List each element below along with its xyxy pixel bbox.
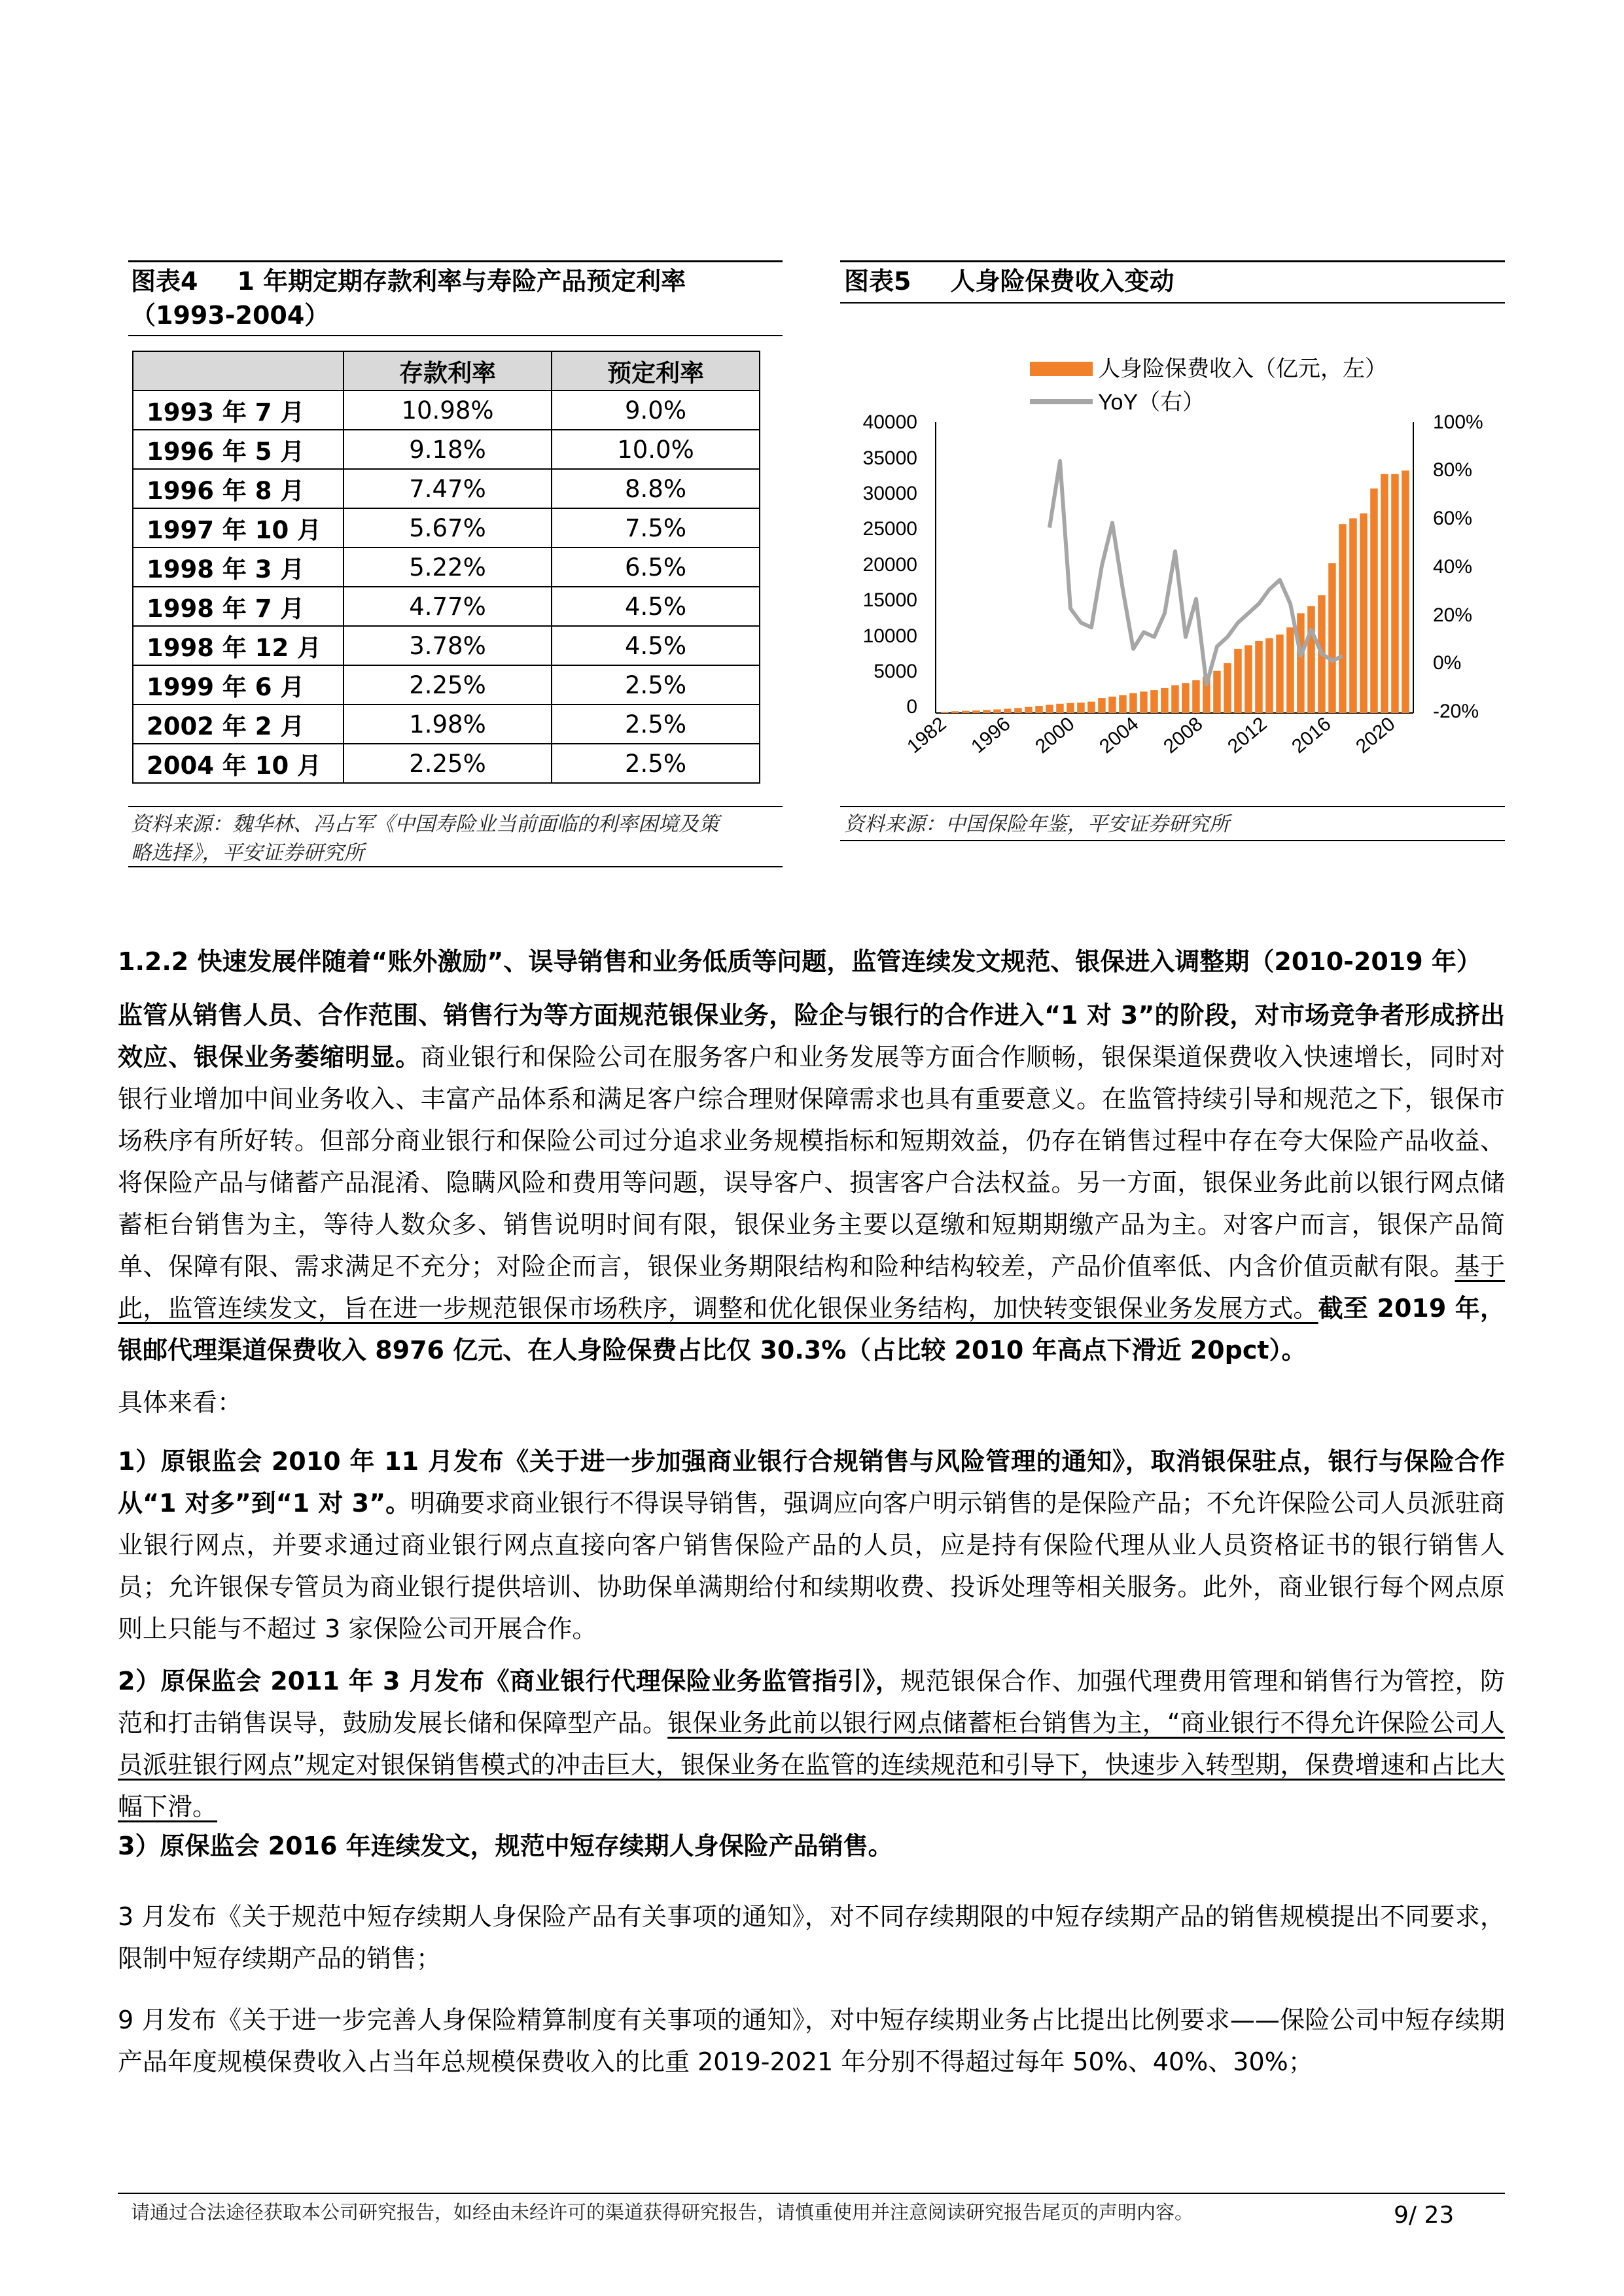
premium-bar [1025,707,1033,713]
deposit-rate: 4.77% [344,587,552,626]
page-number: 9/ 23 [1394,2202,1455,2229]
premium-bar [1150,690,1158,713]
pricing-rate: 2.5% [552,665,760,704]
table-row [133,469,760,508]
premium-bar [1077,703,1085,713]
fig5-source-rule [840,806,1505,807]
premium-bar [1004,709,1012,714]
p4-bold: 2）原保监会 2011 年 3 月发布《商业银行代理保险业务监管指引》， [118,1667,901,1696]
premium-bar [1286,627,1294,713]
table-row [133,587,760,626]
legend-bar-label: 人身险保费收入（亿元，左） [1098,357,1387,381]
premium-bar [1140,691,1148,713]
paragraph-2: 具体来看： [118,1388,243,1417]
x-tick: 2012 [1224,713,1271,758]
fig4-title [131,264,779,332]
premium-bar [1244,645,1252,713]
x-tick: 2004 [1095,713,1143,758]
paragraph-6: 3 月发布《关于规范中短存续期人身保险产品有关事项的通知》，对不同存续期限的中短存续期产品的销售规模提出不同要求，限制中短存续期产品的销售； [118,1902,1505,1973]
row-date: 1997 年 10 月 [133,508,344,548]
legend-line-label: YoY（右） [1098,390,1205,415]
deposit-rate: 3.78% [344,626,552,665]
row-date: 1998 年 7 月 [133,587,344,626]
legend-bar-swatch [1030,362,1093,376]
premium-bar [1056,704,1064,713]
premium-bar [1192,680,1200,713]
x-tick-labels [903,713,1399,757]
premium-bar [1391,474,1399,713]
row-date: 2004 年 10 月 [133,744,344,783]
p1-text: 商业银行和保险公司在服务客户和业务发展等方面合作顺畅，银保渠道保费收入快速增长，同时对银行业增加中间业务收入、丰富产品体系和满足客户综合理财保障需求也具有重要意义。在监管持续引导和规范之下，银保市场秩序有所好转。但部分商业银行和保险公司过分追求业务规模指标和短期效益，仍存在销售过程中存在夸大保险产品收益、将保险产品与储蓄产品混淆、隐瞒风险和费用等问题，误导客户、损害客户合法权益。另一方面，银保业务此前以银行网点储蓄柜台销售为主，等待人数众多、销售说明时间有限，银保业务主要以趸缴和短期期缴产品为主。对客户而言，银保产品简单、保障有限、需求满足不充分；对险企而言，银保业务期限结构和险种结构较差，产品价值率低、内含价值贡献有限。 [118,1043,1505,1281]
table-row [133,626,760,665]
premium-bar [1213,671,1221,713]
table-row [133,744,760,783]
fig4-bottom-rule [128,866,783,867]
fig5-title-text: 人身险保费收入变动 [950,267,1174,296]
p1-bold-2: 截至 2019 年，银邮代理渠道保费收入 8976 亿元、在人身险保费占比仅 30.3%（占比较 2010 年高点下滑近 20pct）。 [118,1294,1505,1365]
pricing-rate: 7.5% [552,508,760,548]
row-date: 1996 年 5 月 [133,430,344,469]
p4-underline: 银保业务此前以银行网点储蓄柜台销售为主，“商业银行不得允许保险公司人员派驻银行网点”规定对银保销售模式的冲击巨大，银保业务在监管的连续规范和引导下，快速步入转型期，保费增速和占比大幅下滑。 [118,1709,1505,1821]
fig4-title-years: （1993-2004） [131,301,330,330]
premium-bar [983,710,991,713]
rates-table [132,351,760,784]
paragraph-1 [118,994,1505,1371]
premium-bar [1087,702,1095,713]
footer-disclaimer: 请通过合法途径获取本公司研究报告，如经由未经许可的渠道获得研究报告，请慎重使用并注意阅读研究报告尾页的声明内容。 [131,2201,1194,2223]
left-tick: 40000 [862,411,917,433]
left-tick: 25000 [862,518,917,540]
premium-bar [1108,697,1116,713]
premium-bar [962,711,970,713]
premium-bar [1381,474,1388,713]
premium-bar [1182,683,1190,713]
deposit-rate: 5.22% [344,548,552,587]
row-date: 2002 年 2 月 [133,704,344,744]
pricing-rate: 2.5% [552,744,760,783]
premium-bar [1067,703,1074,713]
section-heading: 1.2.2 快速发展伴随着“账外激励”、误导销售和业务低质等问题，监管连续发文规范、银保进入调整期（2010-2019 年） [118,947,1481,976]
premium-bar [1402,470,1409,713]
p4-text: 规范银保合作、加强代理费用管理和销售行为管控，防范和打击销售误导，鼓励发展长储和保障型产品。 [118,1667,1505,1737]
premium-bar [1370,489,1378,713]
fig4-top-rule [128,260,783,262]
p1-bold: 监管从销售人员、合作范围、销售行为等方面规范银保业务，险企与银行的合作进入“1 对 3”的阶段，对市场竞争者形成挤出效应、银保业务萎缩明显。 [118,1001,1505,1071]
pricing-rate: 4.5% [552,626,760,665]
table-row [133,391,760,430]
paragraph-7: 9 月发布《关于进一步完善人身保险精算制度有关事项的通知》，对中短存续期业务占比提出比例要求——保险公司中短存续期产品年度规模保费收入占当年总规模保费收入的比重 2019-2021 年分别不得超过每年 50%、40%、30%； [118,2006,1505,2076]
rates-table-header [133,351,760,391]
paragraph-4 [118,1660,1505,1828]
fig4-source [131,810,779,867]
premium-bar [972,710,980,713]
deposit-rate: 9.18% [344,430,552,469]
row-date: 1998 年 3 月 [133,548,344,587]
paragraph-5 [118,1825,1505,1867]
right-tick: 40% [1433,556,1473,578]
deposit-rate: 1.98% [344,704,552,744]
header-cell [133,351,344,391]
premium-bar [1339,524,1347,713]
p3-text: 明确要求商业银行不得误导销售，强调应向客户明示销售的是保险产品；不允许保险公司人员派驻商业银行网点，并要求通过商业银行网点直接向客户销售保险产品的人员，应是持有保险代理从业人员资格证书的银行销售人员；允许银保专管员为商业银行提供培训、协助保单满期给付和续期收费、投诉处理等相关服务。此外，商业银行每个网点原则上只能与不超过 3 家保险公司开展合作。 [118,1489,1505,1643]
row-date: 1996 年 8 月 [133,469,344,508]
right-tick: 60% [1433,508,1473,529]
header-cell: 预定利率 [552,351,760,391]
premium-bar [951,711,959,713]
left-tick-labels [863,411,917,718]
deposit-rate: 2.25% [344,665,552,704]
right-tick: -20% [1433,701,1479,722]
deposit-rate: 5.67% [344,508,552,548]
fig4-title-rule [128,335,783,336]
table-row [133,430,760,469]
p1-underline: 基于此，监管连续发文，旨在进一步规范银保市场秩序，调整和优化银保业务结构，加快转变银保业务发展方式。 [118,1252,1505,1323]
x-tick: 2016 [1288,713,1335,758]
left-tick: 35000 [862,447,917,469]
premium-bar [1098,698,1106,713]
premium-bar [1014,708,1022,713]
premium-bar [1224,663,1231,713]
premium-bar [1307,606,1315,714]
premium-bar [1265,638,1273,714]
left-tick: 20000 [862,554,917,576]
left-tick: 30000 [862,483,917,504]
pricing-rate: 6.5% [552,548,760,587]
right-tick-labels [1433,411,1483,722]
pricing-rate: 8.8% [552,469,760,508]
pricing-rate: 4.5% [552,587,760,626]
premium-bars [941,470,1409,713]
footer-rule [118,2193,1505,2194]
premium-bar [993,710,1001,714]
fig5-source: 资料来源：中国保险年鉴，平安证券研究所 [844,812,1229,836]
p5-bold: 3）原保监会 2016 年连续发文，规范中短存续期人身保险产品销售。 [118,1832,893,1860]
p3-bold: 1）原银监会 2010 年 11 月发布《关于进一步加强商业银行合规销售与风险管理的通知》，取消银保驻点，银行与保险合作从“1 对多”到“1 对 3”。 [118,1447,1505,1518]
pricing-rate: 10.0% [552,430,760,469]
fig4-source-line1: 资料来源：魏华林、冯占军《中国寿险业当前面临的利率困境及策 [131,812,719,836]
premium-bar [1360,513,1368,713]
left-tick: 15000 [862,589,917,611]
table-row [133,548,760,587]
paragraph-3 [118,1440,1505,1650]
premium-bar [1171,686,1179,714]
header-cell: 存款利率 [344,351,552,391]
pricing-rate: 2.5% [552,704,760,744]
x-tick: 1982 [903,713,951,758]
deposit-rate: 10.98% [344,391,552,430]
right-tick: 100% [1433,411,1483,433]
premium-bar [1161,688,1169,713]
pricing-rate: 9.0% [552,391,760,430]
fig4-title-text: 1 年期定期存款利率与寿险产品预定利率 [237,267,686,296]
premium-chart [844,340,1505,798]
premium-bar [1119,695,1127,713]
fig5-title-rule [840,302,1505,304]
row-date: 1993 年 7 月 [133,391,344,430]
row-date: 1999 年 6 月 [133,665,344,704]
right-tick: 20% [1433,604,1473,626]
premium-bar [1035,706,1043,713]
premium-bar [1234,649,1242,713]
fig4-number: 图表4 [131,267,198,296]
premium-bar [1276,635,1284,713]
premium-bar [1297,613,1305,713]
premium-bar [1349,518,1357,713]
fig5-bottom-rule [840,840,1505,841]
fig5-number: 图表5 [844,267,911,296]
premium-bar [1129,693,1137,714]
yoy-line [1050,461,1343,685]
left-tick: 5000 [874,661,917,682]
x-tick: 1996 [967,713,1015,758]
table-row [133,704,760,744]
table-row [133,665,760,704]
right-tick: 0% [1433,652,1462,674]
right-tick: 80% [1433,459,1473,481]
table-row [133,508,760,548]
fig4-source-rule [128,806,783,807]
premium-bar [1046,705,1053,714]
x-tick: 2008 [1159,713,1207,758]
fig4-source-line2: 略选择》，平安证券研究所 [131,841,364,865]
premium-bar [1328,563,1336,713]
fig5-top-rule [840,260,1505,262]
x-tick: 2020 [1352,713,1400,758]
x-tick: 2000 [1031,713,1079,758]
premium-bar [941,712,949,713]
left-tick: 10000 [862,625,917,647]
fig5-title [844,264,1498,298]
left-tick: 0 [906,696,917,718]
row-date: 1998 年 12 月 [133,626,344,665]
deposit-rate: 7.47% [344,469,552,508]
deposit-rate: 2.25% [344,744,552,783]
premium-bar [1255,641,1263,713]
